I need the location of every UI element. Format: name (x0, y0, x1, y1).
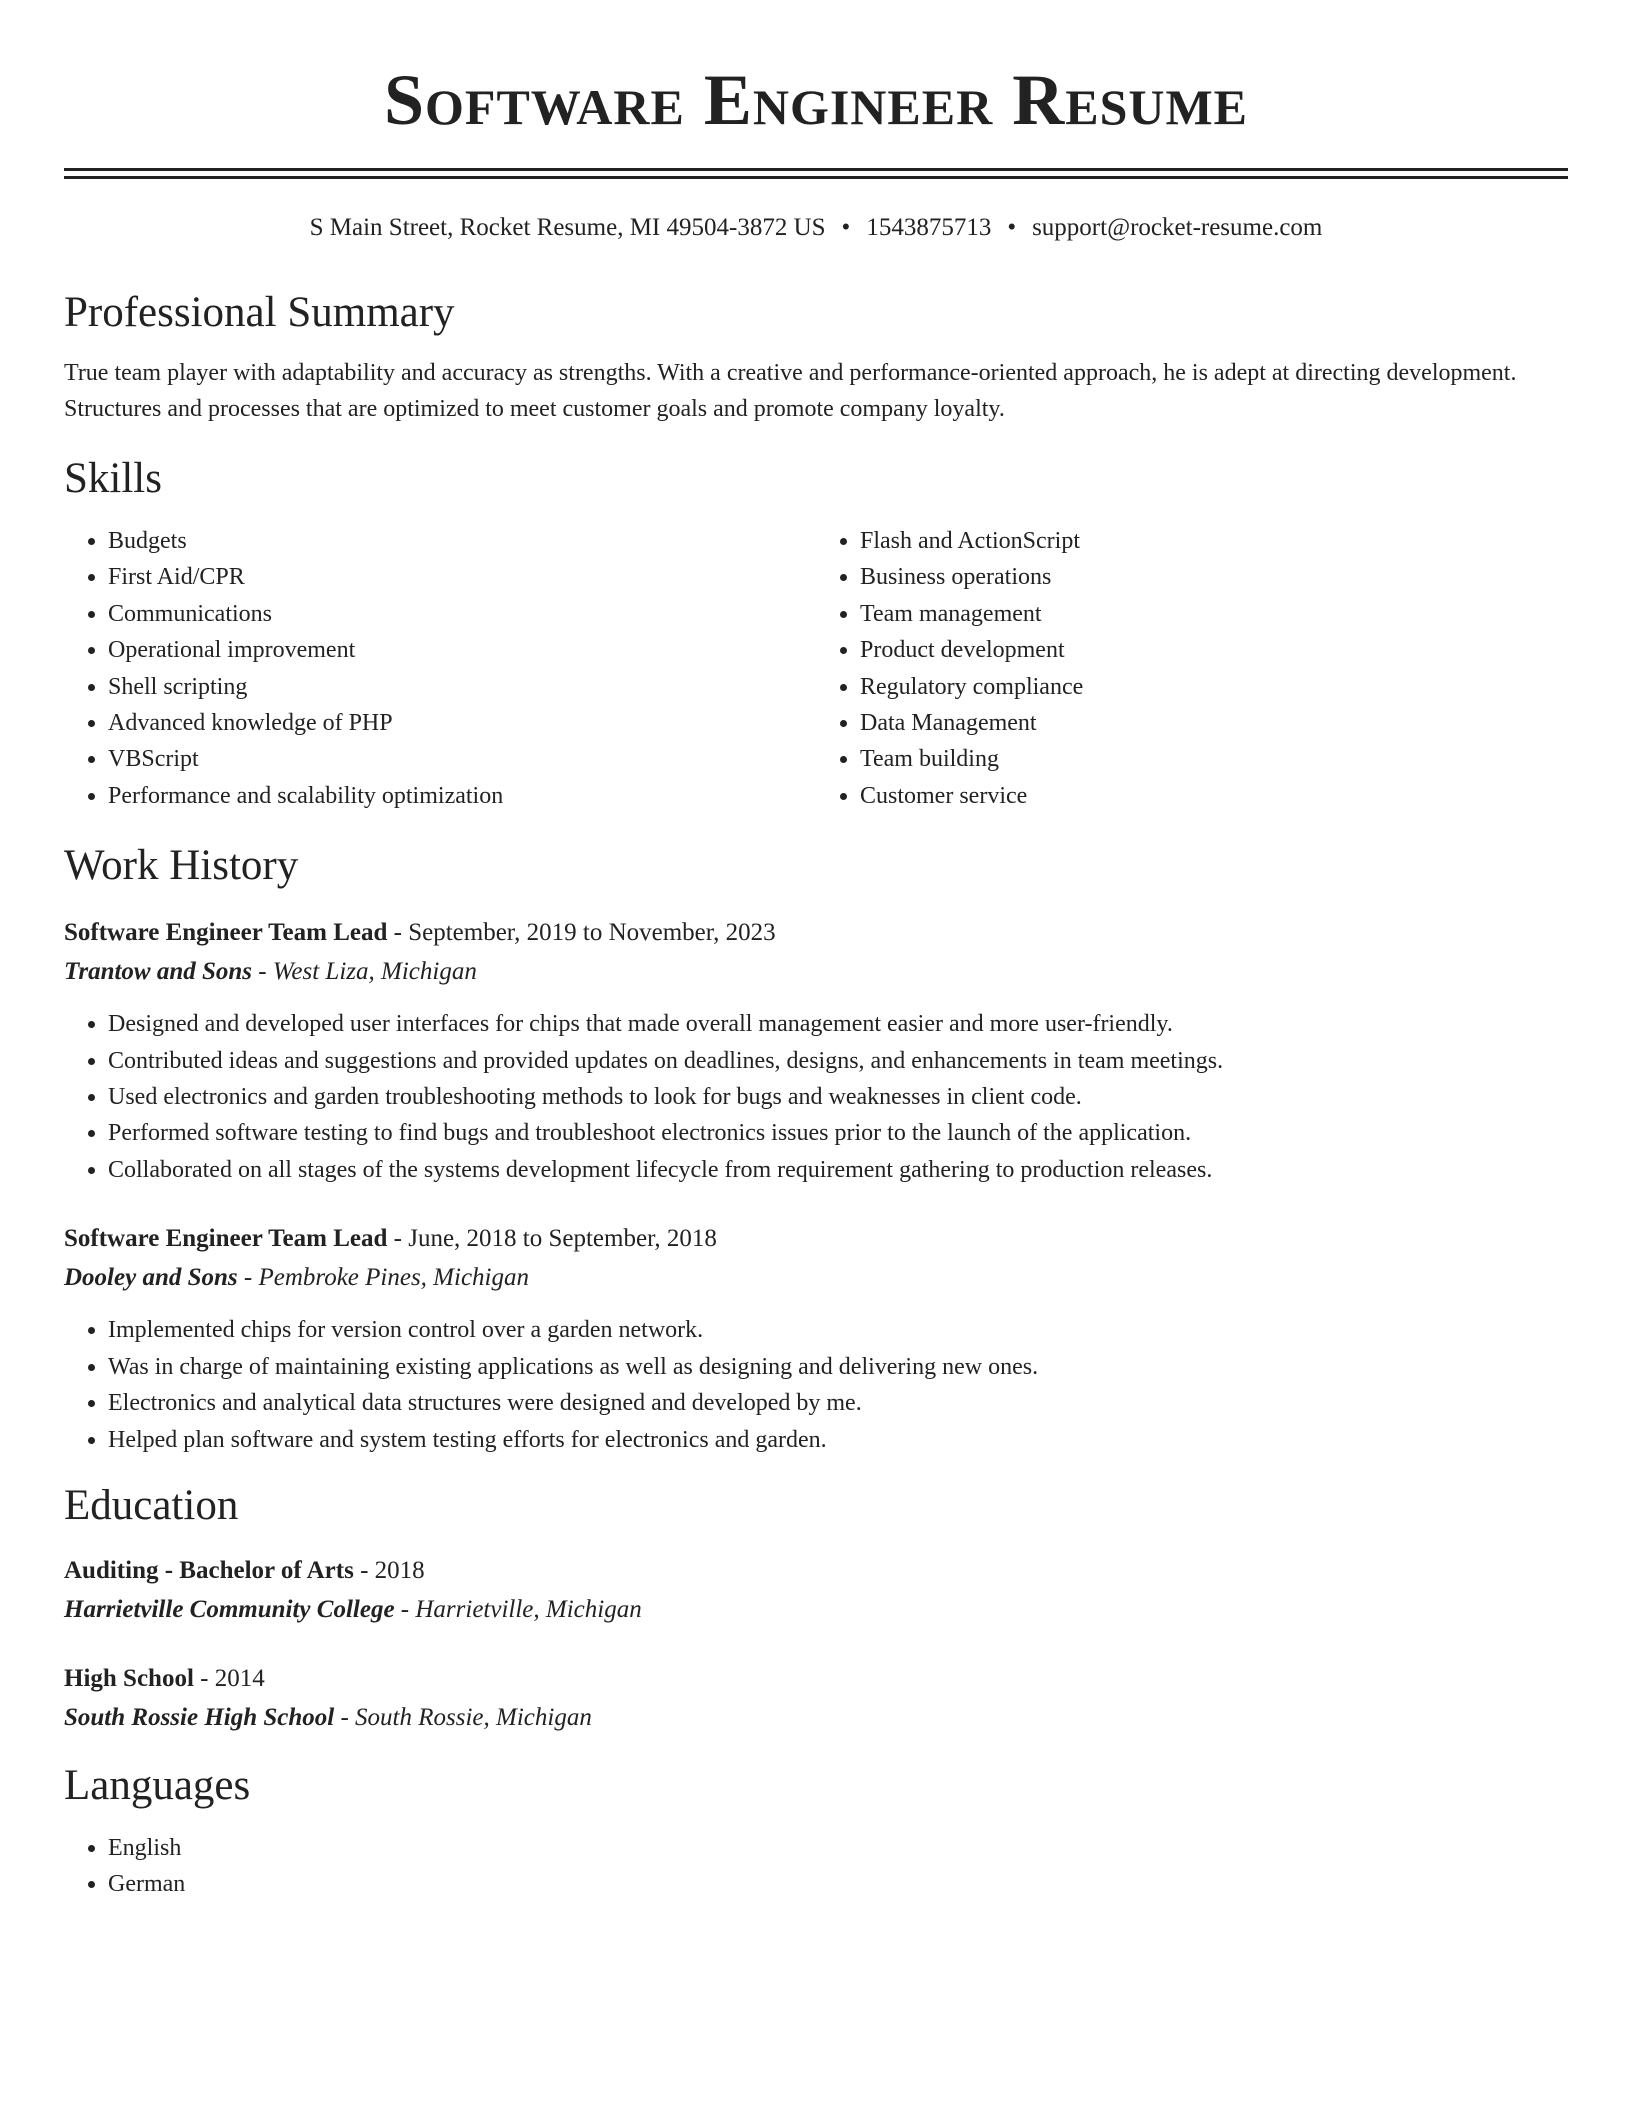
graduation-year: - 2018 (353, 1556, 425, 1584)
school-location: - South Rossie, Michigan (334, 1703, 592, 1731)
contact-address: S Main Street, Rocket Resume, MI 49504-3872 US (309, 214, 826, 241)
resume-title: Software Engineer Resume (383, 60, 1249, 140)
job-bullet: • Electronics and analytical data structures were designed and developed by me. (108, 1385, 1568, 1421)
job-location: - Pembroke Pines, Michigan (237, 1264, 529, 1292)
section-heading-work-history: Work History (64, 842, 299, 890)
skill-item: • Advanced knowledge of PHP (108, 705, 816, 741)
school-name: Harrietville Community College (64, 1595, 395, 1623)
skills-columns (64, 523, 1568, 814)
job-bullet: • Performed software testing to find bugs and troubleshoot electronics issues prior to the launch of the application. (108, 1115, 1568, 1151)
job-title: Software Engineer Team Lead (64, 1225, 388, 1253)
skill-item: • Performance and scalability optimization (108, 778, 816, 814)
contact-separator: • (1007, 214, 1017, 241)
section-heading-summary: Professional Summary (64, 289, 455, 336)
job-company-line (64, 1258, 1568, 1298)
section-heading-languages: Languages (64, 1761, 251, 1809)
contact-phone: 1543875713 (866, 214, 992, 241)
education-entry (64, 1660, 1568, 1738)
degree-line (64, 1552, 1568, 1590)
skills-list-left (64, 523, 816, 814)
skill-item: • Customer service (860, 778, 1568, 814)
languages-list (64, 1830, 1568, 1903)
job-bullets (64, 1006, 1568, 1188)
job-bullet: • Designed and developed user interfaces for chips that made overall management easier and more user-friendly. (108, 1006, 1568, 1042)
job-bullet: • Collaborated on all stages of the systems development lifecycle from requirement gathering to production releases. (108, 1152, 1568, 1188)
contact-line (64, 213, 1568, 243)
job-bullet: • Implemented chips for version control over a garden network. (108, 1312, 1568, 1348)
skill-item: • Flash and ActionScript (860, 523, 1568, 559)
skill-item: • Regulatory compliance (860, 669, 1568, 705)
skill-item: • VBScript (108, 741, 816, 777)
job-company: Trantow and Sons (64, 958, 253, 986)
skill-item: • Operational improvement (108, 632, 816, 668)
school-line (64, 1698, 1568, 1738)
skills-list-right (816, 523, 1568, 814)
job-bullet: • Contributed ideas and suggestions and provided updates on deadlines, designs, and enhancements in team meetings. (108, 1043, 1568, 1079)
skill-item: • Team building (860, 741, 1568, 777)
school-name: South Rossie High School (64, 1703, 335, 1731)
job-dates: - June, 2018 to September, 2018 (387, 1225, 717, 1253)
contact-email: support@rocket-resume.com (1032, 214, 1323, 241)
job-company-line (64, 952, 1568, 992)
language-item: • English (108, 1830, 1568, 1866)
job-location: - West Liza, Michigan (252, 958, 477, 986)
job-bullet: • Used electronics and garden troubleshooting methods to look for bugs and weaknesses in client code. (108, 1079, 1568, 1115)
school-location: - Harrietville, Michigan (394, 1595, 642, 1623)
job-title: Software Engineer Team Lead (64, 919, 388, 947)
graduation-year: - 2014 (193, 1664, 265, 1692)
summary-text: True team player with adaptability and accuracy as strengths. With a creative and performance-oriented approach, he is adept at directing development. Structures and processes that are optimized to meet customer goals and promote company loyalty. (64, 360, 1517, 422)
degree: High School (64, 1664, 194, 1692)
degree: Auditing - Bachelor of Arts (64, 1556, 354, 1584)
title-double-rule (64, 168, 1568, 179)
job-bullets (64, 1312, 1568, 1458)
skill-item: • Data Management (860, 705, 1568, 741)
language-item: • German (108, 1866, 1568, 1902)
skill-item: • Communications (108, 596, 816, 632)
job-company: Dooley and Sons (64, 1264, 238, 1292)
work-entry (64, 1220, 1568, 1458)
contact-separator: • (841, 214, 851, 241)
job-dates: - September, 2019 to November, 2023 (387, 919, 776, 947)
work-entry (64, 914, 1568, 1188)
education-entry (64, 1552, 1568, 1630)
job-bullet: • Was in charge of maintaining existing applications as well as designing and delivering new ones. (108, 1349, 1568, 1385)
job-bullet: • Helped plan software and system testing efforts for electronics and garden. (108, 1422, 1568, 1458)
section-heading-education: Education (64, 1481, 239, 1529)
skill-item: • First Aid/CPR (108, 559, 816, 595)
school-line (64, 1590, 1568, 1630)
skill-item: • Business operations (860, 559, 1568, 595)
degree-line (64, 1660, 1568, 1698)
skill-item: • Team management (860, 596, 1568, 632)
skill-item: • Shell scripting (108, 669, 816, 705)
skill-item: • Product development (860, 632, 1568, 668)
job-title-line (64, 1220, 1568, 1258)
job-title-line (64, 914, 1568, 952)
skill-item: • Budgets (108, 523, 816, 559)
section-heading-skills: Skills (64, 455, 162, 502)
